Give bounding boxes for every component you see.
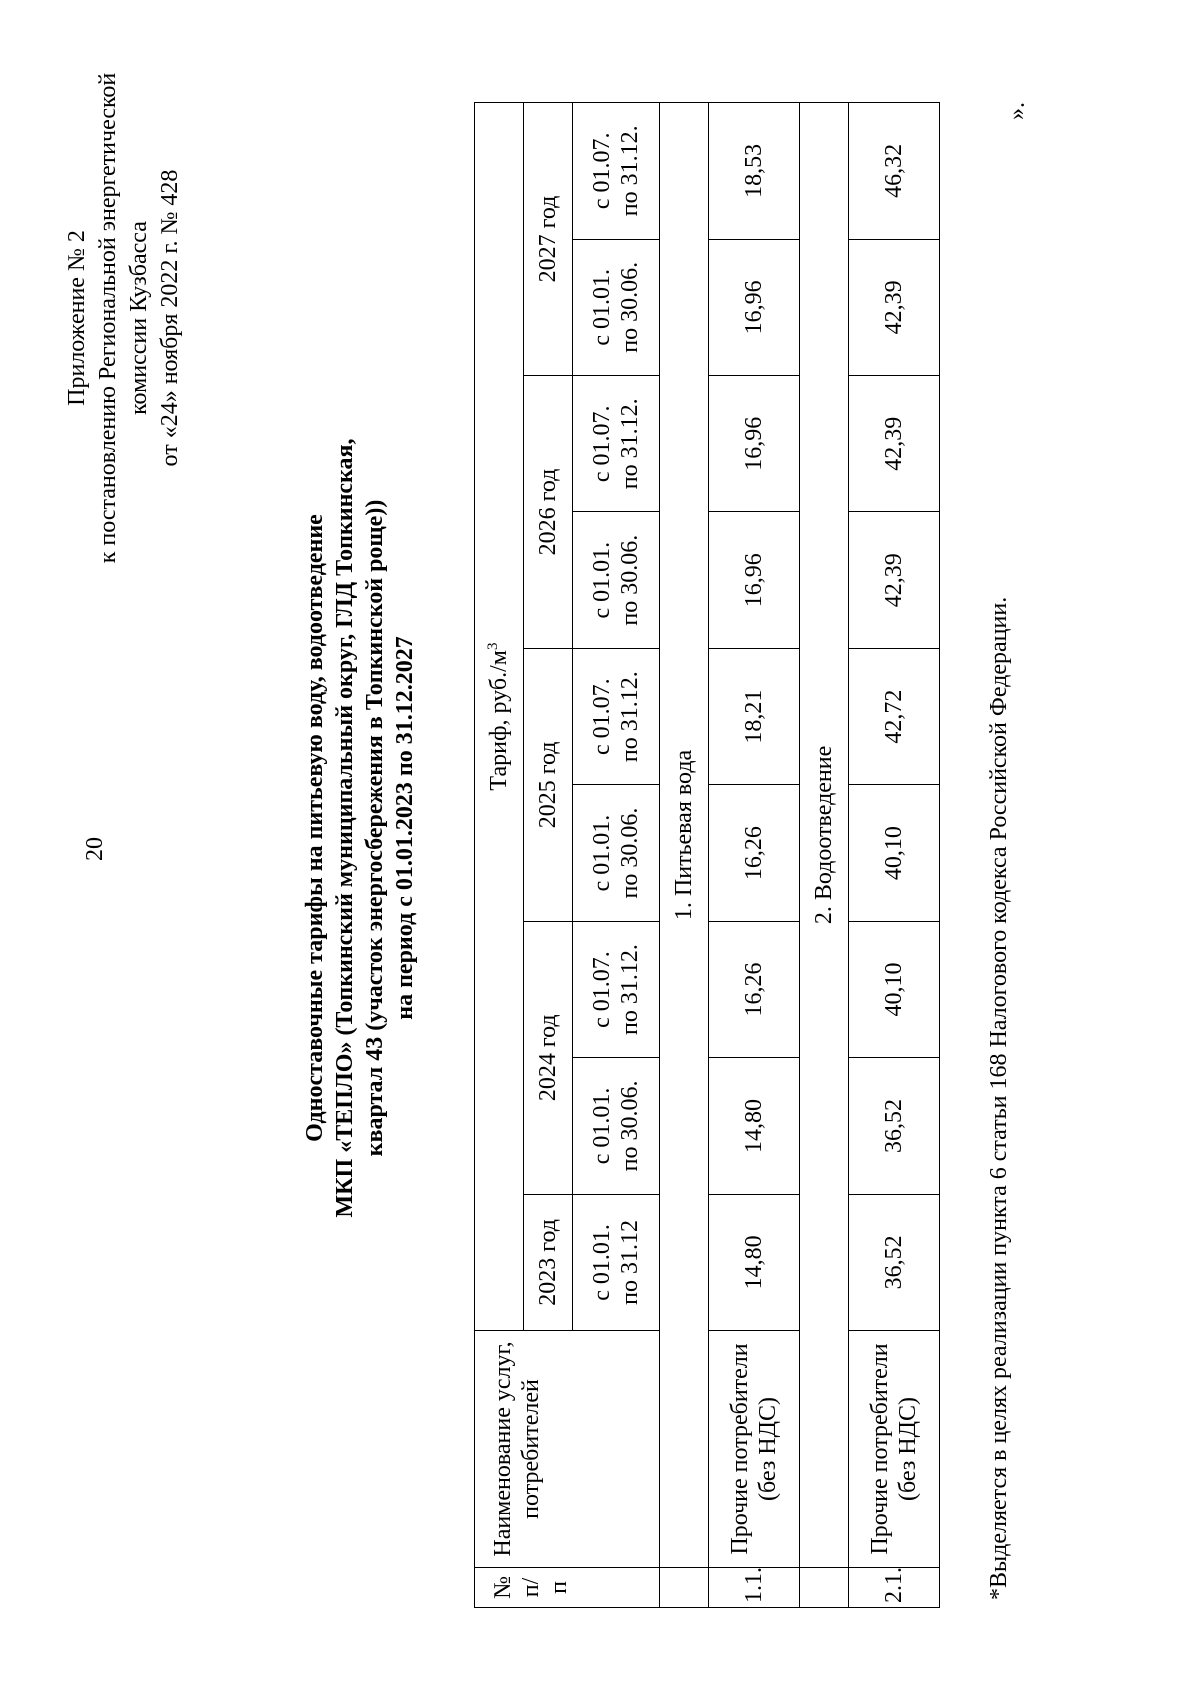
period-start: с 01.01. [589,541,615,619]
appendix-line: к постановлению Региональной энергетической [95,72,121,564]
period-end: по 30.06. [617,534,643,626]
section-title: 2. Водоотведение [800,103,849,1568]
period-start: с 01.07. [589,951,615,1028]
tariff-value: 36,52 [849,1194,940,1330]
row-number: 1.1. [709,1567,800,1607]
period-start: с 01.01. [589,269,615,346]
section-title: 1. Питьевая вода [660,103,709,1568]
tariff-value: 46,32 [849,103,940,240]
tariff-value: 42,39 [849,239,940,375]
table-row [849,103,940,1608]
document-title [300,128,420,1528]
period-start: с 01.07. [589,678,615,755]
header-tariff [475,103,524,1331]
tariff-value: 42,39 [849,376,940,512]
period-end: по 31.12. [617,671,643,763]
tariff-value: 16,96 [709,376,800,512]
tariff-value: 16,96 [709,239,800,375]
tariff-value: 14,80 [709,1194,800,1330]
period-header [573,921,660,1057]
appendix-line: комиссии Кузбасса [126,221,152,415]
period-end: по 31.12. [617,944,643,1035]
tariff-value: 16,26 [709,921,800,1057]
tariff-value: 40,10 [849,785,940,921]
row-number: 2.1. [849,1567,940,1607]
tariff-value: 42,39 [849,512,940,648]
period-header [573,239,660,375]
header-number: № п/п [475,1567,660,1607]
period-end: по 31.12. [617,125,643,217]
year-header: 2023 год [524,1194,573,1330]
tariff-unit-sup: 3 [485,642,501,651]
period-header [573,1058,660,1194]
period-end: по 30.06. [617,1080,643,1172]
period-header [573,648,660,784]
period-header [573,512,660,648]
tariff-value: 18,53 [709,103,800,240]
year-header: 2026 год [524,376,573,649]
year-header: 2027 год [524,103,573,376]
period-end: по 30.06. [617,807,643,899]
period-header [573,103,660,240]
header-name: Наименование услуг, потребителей [475,1331,660,1568]
section-number-cell [800,1567,849,1607]
period-start: с 01.07. [589,405,615,483]
appendix-line: Приложение № 2 [64,230,90,406]
tariff-value: 40,10 [849,921,940,1057]
tariff-value: 36,52 [849,1058,940,1194]
row-name: Прочие потребители (без НДС) [849,1331,940,1568]
tariff-value: 16,26 [709,785,800,921]
tariff-table [474,102,940,1608]
period-start: с 01.01. [589,814,615,892]
footnote: *Выделяется в целях реализации пункта 6 статьи 168 Налогового кодекса Российской Федерации. [986,596,1012,1600]
title-line: квартал 43 (участок энергосбережения в Топкинской роще)) [362,499,388,1157]
period-header [573,376,660,512]
period-start: с 01.07. [589,132,615,210]
tariff-value: 18,21 [709,648,800,784]
title-line: на период с 01.01.2023 по 31.12.2027 [392,636,418,1020]
closing-mark: ». [1004,102,1030,120]
tariff-value: 42,72 [849,648,940,784]
title-line: МКП «ТЕПЛО» (Топкинский муниципальный округ, ГЛД Топкинская, [332,438,358,1218]
period-start: с 01.01. [589,1224,615,1301]
period-end: по 30.06. [617,261,643,353]
period-end: по 31.12. [617,398,643,490]
tariff-label: Тариф, руб./м [486,650,512,791]
year-header: 2024 год [524,921,573,1194]
table-row [709,103,800,1608]
section-number-cell [660,1567,709,1607]
appendix-block [62,48,186,588]
appendix-line: от «24» ноября 2022 г. № 428 [157,169,183,467]
period-start: с 01.01. [589,1087,615,1165]
period-end: по 31.12 [617,1219,643,1305]
row-name: Прочие потребители (без НДС) [709,1331,800,1568]
tariff-value: 14,80 [709,1058,800,1194]
title-line: Одноставочные тарифы на питьевую воду, водоотведение [302,514,328,1142]
year-header: 2025 год [524,648,573,921]
period-header [573,1194,660,1330]
period-header [573,785,660,921]
page-number: 20 [82,837,108,861]
tariff-value: 16,96 [709,512,800,648]
